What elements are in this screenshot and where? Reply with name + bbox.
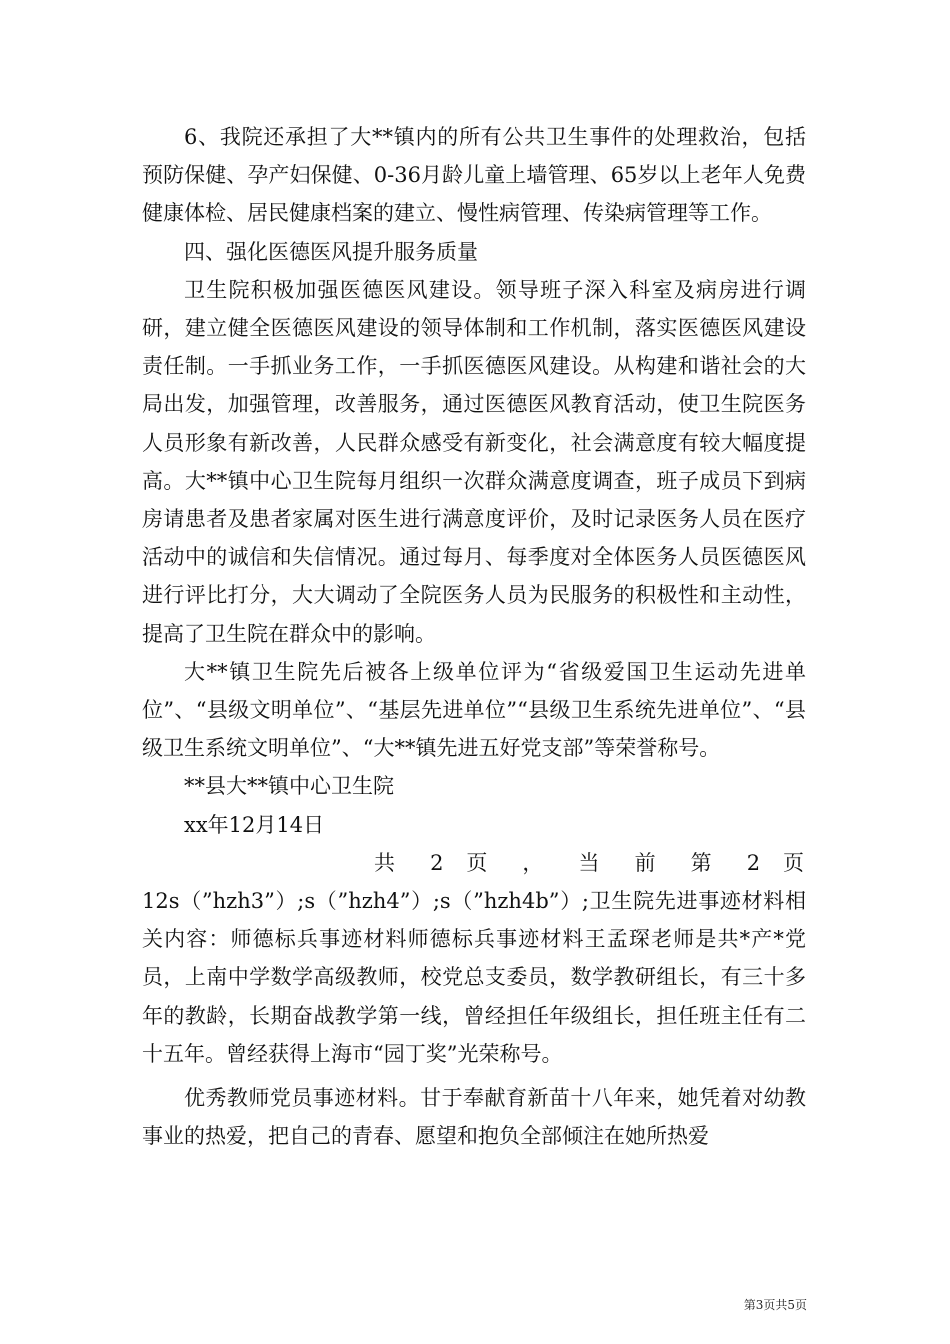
page-count-line: 共 2 页 ， 当 前 第 2 页 [374, 850, 806, 875]
paragraph-related-content: 12s（”hzh3”）;s（”hzh4”）;s（”hzh4b”）;卫生院先进事迹材料相关内容：师德标兵事迹材料师德标兵事迹材料王孟琛老师是共*产*党员，上南中学数学高级教师，校党总支委员，数学教研组长，有三十多年的教龄，长期奋战教学第一线，曾经担任年级组长，担任班主任有二十五年。曾经获得上海市“园丁奖”光荣称号。 [142, 889, 806, 1066]
paragraph-medical-ethics: 卫生院积极加强医德医风建设。领导班子深入科室及病房进行调研，建立健全医德医风建设的领导体制和工作机制，落实医德医风建设责任制。一手抓业务工作，一手抓医德医风建设。从构建和谐社会的大局出发，加强管理，改善服务，通过医德医风教育活动，使卫生院医务人员形象有新改善，人民群众感受有新变化，社会满意度有较大幅度提高。大**镇中心卫生院每月组织一次群众满意度调查，班子成员下到病房请患者及患者家属对医生进行满意度评价，及时记录医务人员在医疗活动中的诚信和失信情况。通过每月、每季度对全体医务人员医德医风进行评比打分，大大调动了全院医务人员为民服务的积极性和主动性，提高了卫生院在群众中的影响。 [142, 277, 806, 646]
signature-organization: **县大**镇中心卫生院 [184, 774, 394, 799]
document-body [142, 118, 806, 1155]
signature-date: xx年12月14日 [184, 812, 325, 837]
paragraph-teacher-story: 优秀教师党员事迹材料。甘于奉献育新苗十八年来，她凭着对幼教事业的热爱，把自己的青春、愿望和抱负全部倾注在她所热爱 [142, 1086, 806, 1149]
paragraph-honors: 大**镇卫生院先后被各上级单位评为“省级爱国卫生运动先进单位”、“县级文明单位”、“基层先进单位”“县级卫生系统先进单位”、“县级卫生系统文明单位”、“大**镇先进五好党支部”等荣誉称号。 [142, 659, 806, 761]
section-heading: 四、强化医德医风提升服务质量 [184, 239, 478, 264]
page-footer: 第3页共5页 [743, 1298, 807, 1312]
paragraph-public-health: 6、我院还承担了大**镇内的所有公共卫生事件的处理救治，包括预防保健、孕产妇保健、0-36月龄儿童上墙管理、65岁以上老年人免费健康体检、居民健康档案的建立、慢性病管理、传染病管理等工作。 [142, 125, 806, 226]
